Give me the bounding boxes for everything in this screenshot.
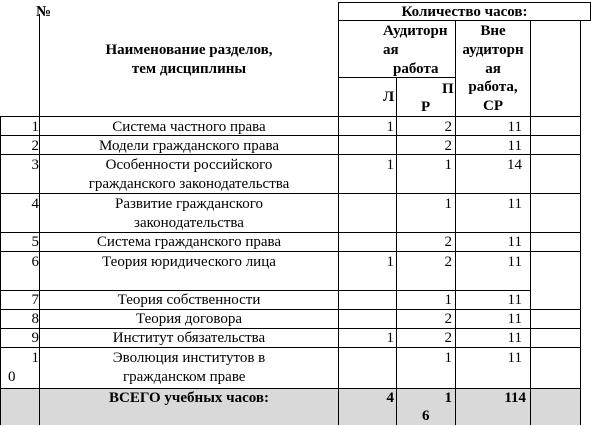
row-7-sr: 11 (507, 292, 522, 308)
row-5-pr: 2 (444, 234, 452, 250)
total-label: ВСЕГО учебных часов: (109, 390, 269, 406)
sr-header-line1: Вне (480, 23, 506, 39)
sr-header-line5: СР (483, 98, 503, 114)
row-3-num: 3 (31, 157, 39, 173)
row-1-pr: 2 (444, 119, 452, 135)
row-3-name-line2: гражданского законодательства (88, 176, 290, 192)
total-l: 4 (386, 390, 394, 406)
row-4-name-line1: Развитие гражданского (115, 196, 263, 212)
row-6-num: 6 (31, 254, 39, 270)
sr-header-line3: ая (485, 61, 501, 77)
row-10-num-line2: 0 (8, 369, 16, 385)
row-5-sr: 11 (507, 234, 522, 250)
row-6-sr: 11 (507, 254, 522, 270)
row-3-l: 1 (386, 157, 394, 173)
sr-header-line4: работа, (468, 79, 518, 95)
aud-header-line3: работа (393, 61, 439, 77)
right-inner-border (580, 20, 581, 425)
row-7-num: 7 (31, 292, 39, 308)
row-5-num: 5 (31, 234, 39, 250)
row-5-name: Система гражданского права (96, 234, 282, 250)
row-6-name: Теория юридического лица (102, 254, 276, 270)
row-2-sr: 11 (507, 138, 522, 154)
row-6-l: 1 (386, 254, 394, 270)
hours-header: Количество часов: (401, 4, 528, 20)
sr-header-line2: аудиторн (462, 42, 524, 58)
row-4-name-line2: законодательства (134, 215, 244, 231)
name-col-divider (338, 2, 339, 425)
total-sr: 114 (504, 390, 526, 406)
row-3-sr: 14 (507, 157, 522, 173)
row-8-sr: 11 (507, 311, 522, 327)
aud-header-line1: Аудиторн (383, 23, 448, 39)
row-9-name: Институт обязательства (112, 330, 266, 346)
row-9-num: 9 (31, 330, 39, 346)
row-7-name: Теория собственности (117, 292, 261, 308)
row-4-sr: 11 (507, 196, 522, 212)
row-1-sr: 11 (507, 119, 522, 135)
row-8-num: 8 (31, 311, 39, 327)
row-3-name-line1: Особенности российского (105, 157, 273, 173)
row-1-num: 1 (31, 119, 39, 135)
row-3-pr: 1 (444, 157, 452, 173)
row-1-name: Система частного права (112, 119, 266, 135)
row-8-name: Теория договора (136, 311, 242, 327)
row-10-pr: 1 (444, 350, 452, 366)
sr-col-divider (530, 20, 531, 425)
row-10-num-line1: 1 (31, 350, 39, 366)
total-pr-line1: 1 (444, 390, 452, 406)
row-10-sr: 11 (507, 350, 522, 366)
row-2-pr: 2 (444, 138, 452, 154)
total-pr-line2: 6 (422, 408, 430, 424)
row-2-num: 2 (31, 138, 39, 154)
num-header: № (36, 4, 52, 20)
row-1-l: 1 (386, 119, 394, 135)
row-8-pr: 2 (444, 311, 452, 327)
row-9-sr: 11 (507, 330, 522, 346)
aud-header-line2: ая (383, 42, 399, 58)
row-4-pr: 1 (444, 196, 452, 212)
row-10-name-line1: Эволюция институтов в (112, 350, 266, 366)
row-6-pr: 2 (444, 254, 452, 270)
row-2-name: Модели гражданского права (98, 138, 279, 154)
row-10-name-line2: гражданском праве (123, 369, 246, 385)
row-9-l: 1 (386, 330, 394, 346)
pr-header-line1: П (442, 81, 454, 97)
l-header: Л (383, 89, 395, 105)
row-7-pr: 1 (444, 292, 452, 308)
pr-header-line2: Р (421, 99, 431, 115)
name-header-line2: тем дисциплины (131, 61, 247, 77)
row-9-pr: 2 (444, 330, 452, 346)
name-header-line1: Наименование разделов, (105, 42, 273, 58)
row-4-num: 4 (31, 196, 39, 212)
